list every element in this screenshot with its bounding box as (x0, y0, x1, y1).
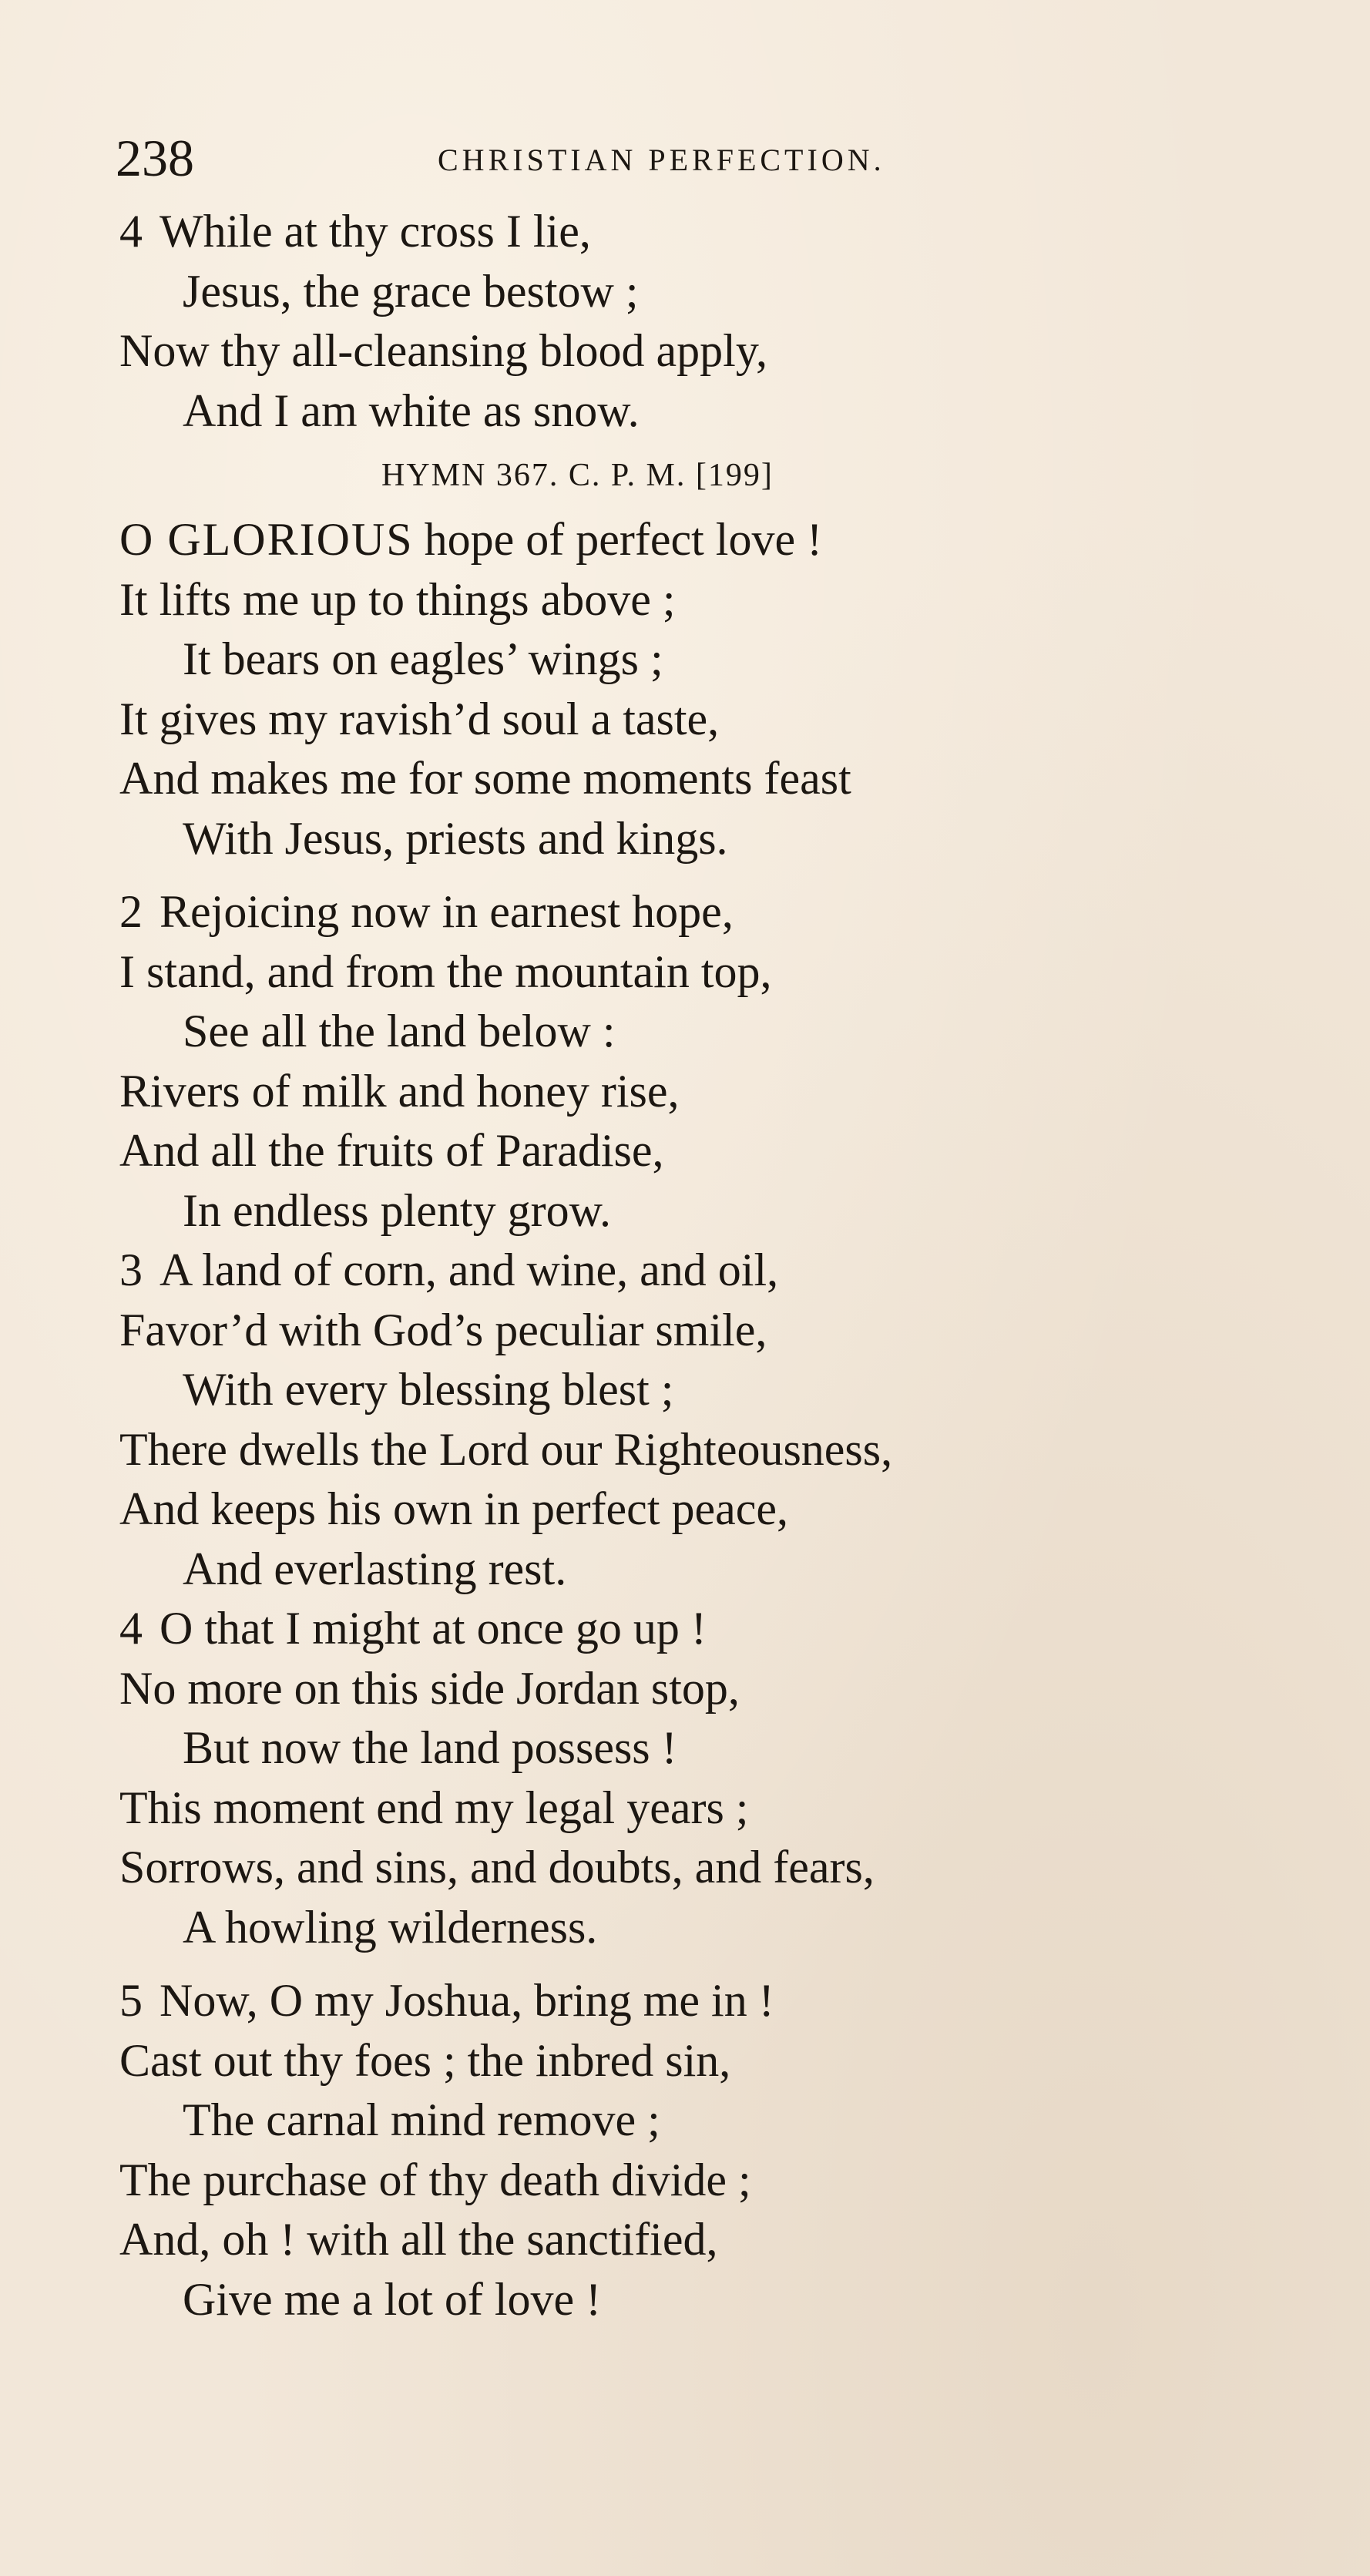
verse-line: I stand, and from the mountain top, (119, 945, 772, 997)
verse-line: The purchase of thy death divide ; (119, 2154, 751, 2205)
hymn-text (119, 202, 1260, 2329)
running-head (116, 123, 963, 193)
verse-line: 5 Now, O my Joshua, bring me in ! (119, 1975, 774, 2026)
verse-line: Favor’d with God’s peculiar smile, (119, 1304, 767, 1355)
running-title: CHRISTIAN PERFECTION. (438, 143, 885, 177)
verse-line: It lifts me up to things above ; (119, 573, 676, 625)
verse-line: See all the land below : (183, 1006, 616, 1056)
verse-number: 4 (119, 1603, 143, 1654)
verse-line: But now the land possess ! (183, 1722, 677, 1773)
verse-line: It gives my ravish’d soul a taste, (119, 693, 720, 744)
verse-line: Sorrows, and sins, and doubts, and fears, (119, 1842, 875, 1893)
verse-line: The carnal mind remove ; (183, 2094, 660, 2145)
verse-line: This moment end my legal years ; (119, 1782, 749, 1833)
verse-line: 3 A land of corn, and wine, and oil, (119, 1244, 779, 1295)
verse-line: And everlasting rest. (183, 1543, 567, 1594)
verse-line: There dwells the Lord our Righteousness, (119, 1423, 893, 1475)
verse-number: 4 (119, 206, 143, 257)
hymn-heading: HYMN 367. C. P. M. [199] (381, 458, 774, 493)
verse-line: And all the fruits of Paradise, (119, 1125, 664, 1176)
verse-line: With Jesus, priests and kings. (183, 812, 728, 864)
verse-line: And, oh ! with all the sanctified, (119, 2214, 718, 2265)
verse-line: With every blessing blest ; (183, 1364, 674, 1415)
first-words: O GLORIOUS (119, 514, 414, 565)
verse-line: O GLORIOUS hope of perfect love ! (119, 514, 823, 565)
previous-verse-line: 4 While at thy cross I lie, (119, 206, 591, 257)
verse-number: 5 (119, 1975, 143, 2026)
page-number: 238 (116, 129, 194, 187)
previous-verse-line: Now thy all-cleansing blood apply, (119, 325, 767, 376)
verse-line: Cast out thy foes ; the inbred sin, (119, 2034, 731, 2086)
verse-number: 3 (119, 1244, 143, 1295)
verse-number: 2 (119, 886, 143, 937)
verse-line: 4 O that I might at once go up ! (119, 1603, 707, 1654)
previous-verse-line: Jesus, the grace bestow ; (183, 265, 639, 317)
verse-line: Rivers of milk and honey rise, (119, 1065, 680, 1117)
verse-line: And keeps his own in perfect peace, (119, 1483, 789, 1534)
verse-line: And makes me for some moments feast (119, 753, 851, 804)
previous-verse-line: And I am white as snow. (183, 385, 640, 436)
verse-line: No more on this side Jordan stop, (119, 1662, 740, 1714)
verse-line: In endless plenty grow. (183, 1184, 611, 1236)
verse-line: It bears on eagles’ wings ; (183, 633, 663, 684)
verse-line: A howling wilderness. (183, 1901, 598, 1953)
verse-line: 2 Rejoicing now in earnest hope, (119, 886, 734, 937)
verse-line: Give me a lot of love ! (183, 2273, 602, 2325)
